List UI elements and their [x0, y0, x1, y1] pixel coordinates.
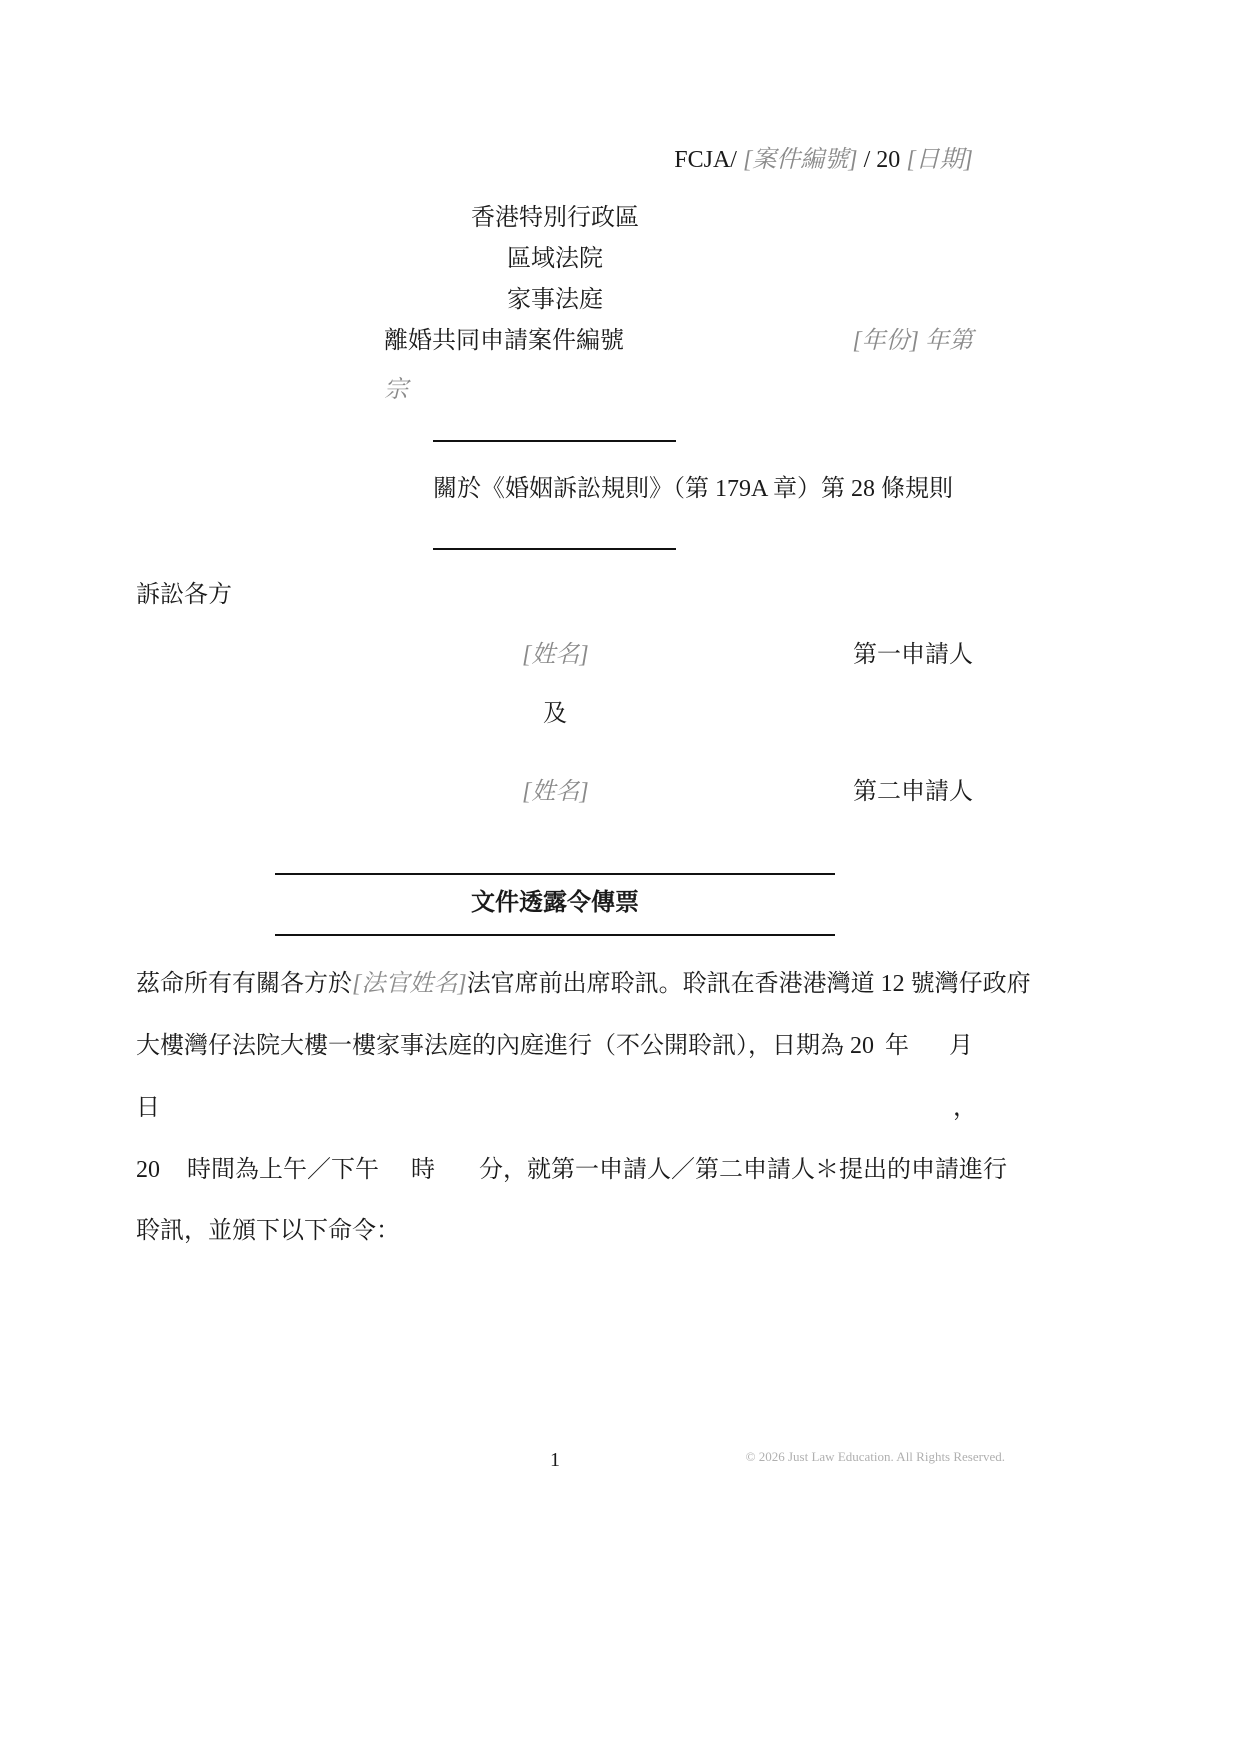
case-type-label: 離婚共同申請案件編號 [384, 328, 624, 354]
first-applicant-role: 第一申請人 [853, 642, 973, 668]
second-applicant-name-placeholder[interactable]: [姓名] [522, 779, 589, 805]
case-prefix: FCJA/ [674, 147, 737, 173]
day-comma: ， [953, 1095, 977, 1121]
court-line-3: 家事法庭 [507, 287, 603, 313]
copyright-notice: © 2026 Just Law Education. All Rights Reserved. [745, 1449, 1005, 1464]
divider-top [433, 440, 676, 442]
body-line-4-rest: 分，就第一申請人／第二申請人＊提出的申請進行 [479, 1157, 1007, 1183]
title-rule-bottom [275, 934, 835, 936]
date-placeholder[interactable]: [日期] [906, 147, 973, 173]
body-line-1 [136, 969, 1031, 999]
parties-heading: 訴訟各方 [136, 582, 232, 608]
divider-bottom [433, 548, 676, 550]
body-line-1-post: 法官席前出席聆訊。聆訊在香港港灣道 12 號灣仔政府 [466, 971, 1031, 997]
court-line-1: 香港特別行政區 [471, 205, 639, 231]
page-number: 1 [550, 1449, 560, 1471]
and-connector: 及 [543, 701, 567, 727]
body-line-2: 大樓灣仔法院大樓一樓家事法庭的內庭進行（不公開聆訊），日期為 20 [136, 1033, 874, 1059]
day-label: 日 [136, 1095, 160, 1121]
title-rule-top [275, 873, 835, 875]
hour-label: 時 [411, 1157, 435, 1183]
time-label: 時間為上午／下午 [187, 1157, 379, 1183]
year-suffix: 年第 [919, 328, 973, 354]
document-title: 文件透露令傳票 [471, 890, 639, 916]
body-line-1-pre: 茲命所有有關各方於 [136, 971, 352, 997]
second-applicant-role: 第二申請人 [853, 779, 973, 805]
judge-name-placeholder[interactable]: [法官姓名] [352, 971, 467, 997]
case-suffix: 宗 [384, 377, 408, 403]
case-separator: / 20 [863, 147, 907, 173]
case-year [852, 326, 973, 356]
case-number-header [674, 145, 973, 175]
case-number-placeholder[interactable]: [案件編號] [742, 147, 858, 173]
body-line-5: 聆訊，並頒下以下命令： [136, 1218, 400, 1244]
month-label: 月 [949, 1033, 973, 1059]
time-year-prefix: 20 [136, 1157, 160, 1183]
year-placeholder[interactable]: [年份] [852, 328, 919, 354]
court-line-2: 區域法院 [507, 246, 603, 272]
year-label: 年 [885, 1033, 909, 1059]
first-applicant-name-placeholder[interactable]: [姓名] [522, 642, 589, 668]
rule-reference: 關於《婚姻訴訟規則》（第 179A 章）第 28 條規則 [433, 476, 954, 502]
